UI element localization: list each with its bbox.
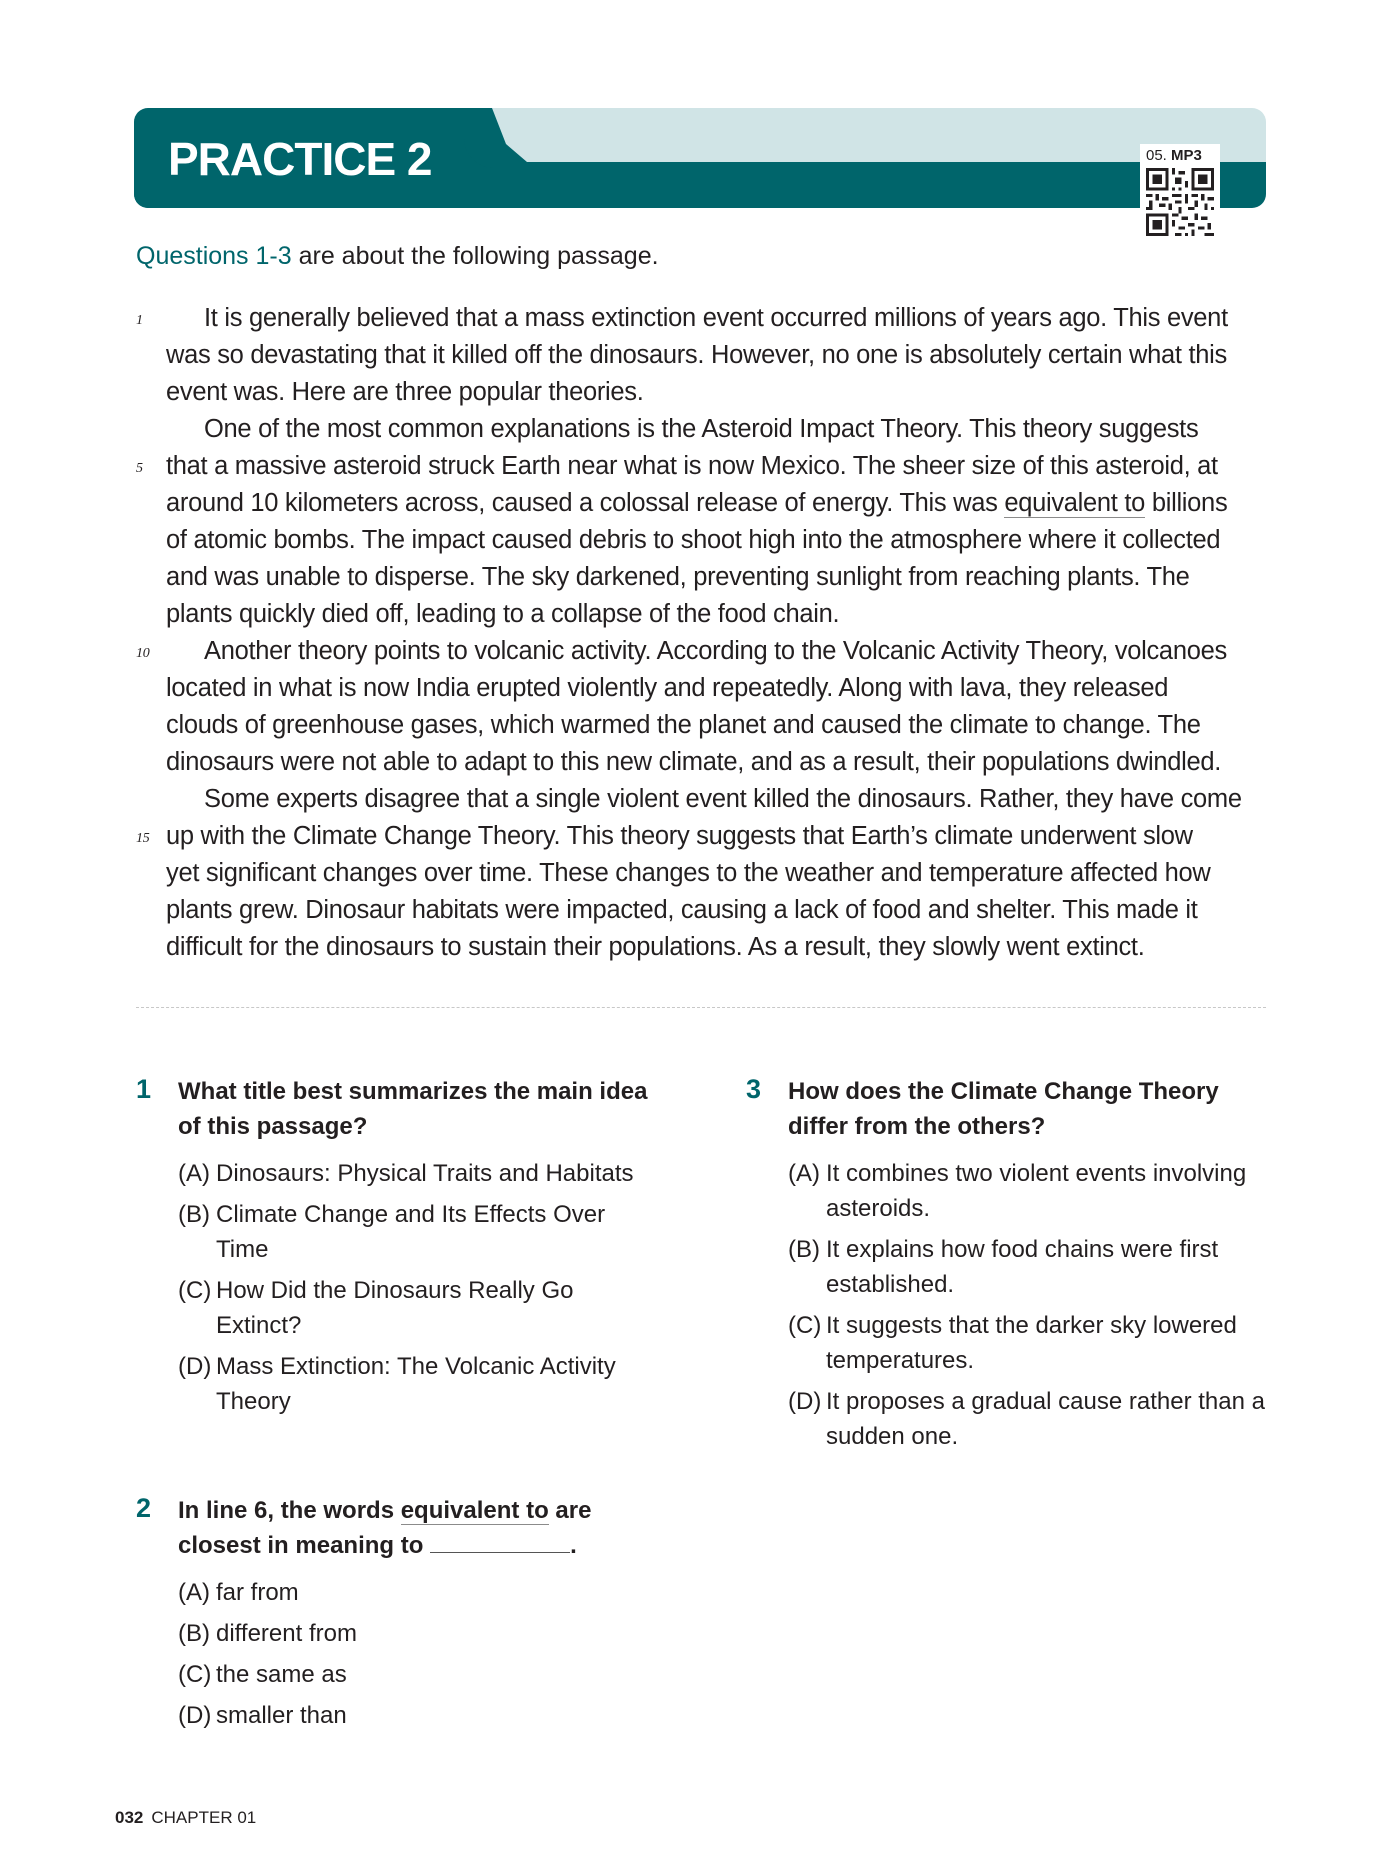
passage-line: of atomic bombs. The impact caused debris to shoot high into the atmosphere where it collected <box>166 526 1221 554</box>
qr-code-icon[interactable] <box>1146 168 1214 236</box>
page-title: PRACTICE 2 <box>168 133 432 185</box>
option-d[interactable]: (D) Mass Extinction: The Volcanic Activity Theory <box>178 1353 616 1415</box>
question-number: 1 <box>136 1074 152 1104</box>
passage-line: 5 that a massive asteroid struck Earth near what is now Mexico. The sheer size of this asteroid, at <box>166 448 1276 485</box>
passage-line: dinosaurs were not able to adapt to this new climate, and as a result, their populations dwindled. <box>166 748 1221 776</box>
option-b[interactable]: (B) It explains how food chains were first established. <box>788 1236 1219 1298</box>
passage-line: event was. Here are three popular theories. <box>166 378 644 406</box>
passage-line: 1 It is generally believed that a mass extinction event occurred millions of years ago. This event <box>166 300 1276 337</box>
answer-options <box>178 1156 658 1425</box>
answer-options <box>788 1156 1268 1460</box>
passage-line: plants grew. Dinosaur habitats were impacted, causing a lack of food and shelter. This made it <box>166 896 1198 924</box>
option-d[interactable]: (D) It proposes a gradual cause rather than a sudden one. <box>788 1388 1265 1450</box>
underlined-phrase: equivalent to <box>1004 489 1146 517</box>
option-b[interactable]: (B) Climate Change and Its Effects Over Time <box>178 1201 606 1263</box>
question-stem: In line 6, the words equivalent to are closest in meaning to . <box>178 1497 592 1559</box>
option-c[interactable]: (C) It suggests that the darker sky lowered temperatures. <box>788 1312 1237 1374</box>
option-a[interactable]: (A) far from <box>178 1579 299 1606</box>
page-footer <box>115 1808 256 1828</box>
practice-header-banner <box>134 108 1266 208</box>
question-number: 3 <box>746 1074 762 1104</box>
option-d[interactable]: (D) smaller than <box>178 1702 347 1729</box>
passage-line: 10 Another theory points to volcanic activity. According to the Volcanic Activity Theory, volcanoes <box>166 633 1276 670</box>
answer-options <box>178 1575 658 1739</box>
question-stem: How does the Climate Change Theory differ from the others? <box>788 1078 1219 1140</box>
option-a[interactable]: (A) Dinosaurs: Physical Traits and Habitats <box>178 1160 634 1187</box>
question-stem: What title best summarizes the main idea of this passage? <box>178 1078 648 1140</box>
passage-line: Some experts disagree that a single violent event killed the dinosaurs. Rather, they have come <box>204 785 1242 813</box>
question-range: Questions 1-3 <box>136 242 292 270</box>
passage-line: clouds of greenhouse gases, which warmed the planet and caused the climate to change. The <box>166 711 1201 739</box>
page-number: 032 <box>115 1808 144 1827</box>
underlined-phrase: equivalent to <box>400 1497 549 1524</box>
option-a[interactable]: (A) It combines two violent events involving asteroids. <box>788 1160 1247 1222</box>
line-number: 5 <box>136 461 143 476</box>
option-c[interactable]: (C) the same as <box>178 1661 347 1688</box>
passage-line: was so devastating that it killed off the dinosaurs. However, no one is absolutely certain what this <box>166 341 1227 369</box>
line-number: 10 <box>136 646 150 661</box>
passage-line: and was unable to disperse. The sky darkened, preventing sunlight from reaching plants. The <box>166 563 1190 591</box>
audio-qr-block[interactable] <box>1140 144 1220 240</box>
passage-line: located in what is now India erupted violently and repeatedly. Along with lava, they released <box>166 674 1169 702</box>
passage-line: difficult for the dinosaurs to sustain their populations. As a result, they slowly went extinct. <box>166 933 1145 961</box>
line-number: 15 <box>136 831 150 846</box>
answer-blank <box>430 1530 570 1553</box>
reading-passage <box>136 300 1276 966</box>
passage-line: 15 up with the Climate Change Theory. This theory suggests that Earth’s climate underwent slow <box>166 818 1276 855</box>
passage-intro: Questions 1-3 are about the following passage. <box>136 242 659 270</box>
option-b[interactable]: (B) different from <box>178 1620 357 1647</box>
option-c[interactable]: (C) How Did the Dinosaurs Really Go Extinct? <box>178 1277 574 1339</box>
chapter-label: CHAPTER 01 <box>151 1808 257 1827</box>
passage-line: around 10 kilometers across, caused a colossal release of energy. This was equivalent to billions <box>166 489 1228 517</box>
passage-line: plants quickly died off, leading to a collapse of the food chain. <box>166 600 840 628</box>
line-number: 1 <box>136 313 143 328</box>
question-number: 2 <box>136 1493 152 1523</box>
passage-line: One of the most common explanations is the Asteroid Impact Theory. This theory suggests <box>204 415 1199 443</box>
passage-line: yet significant changes over time. These changes to the weather and temperature affected how <box>166 859 1211 887</box>
section-divider <box>136 1007 1266 1008</box>
audio-track-label: 05. MP3 <box>1146 147 1202 164</box>
